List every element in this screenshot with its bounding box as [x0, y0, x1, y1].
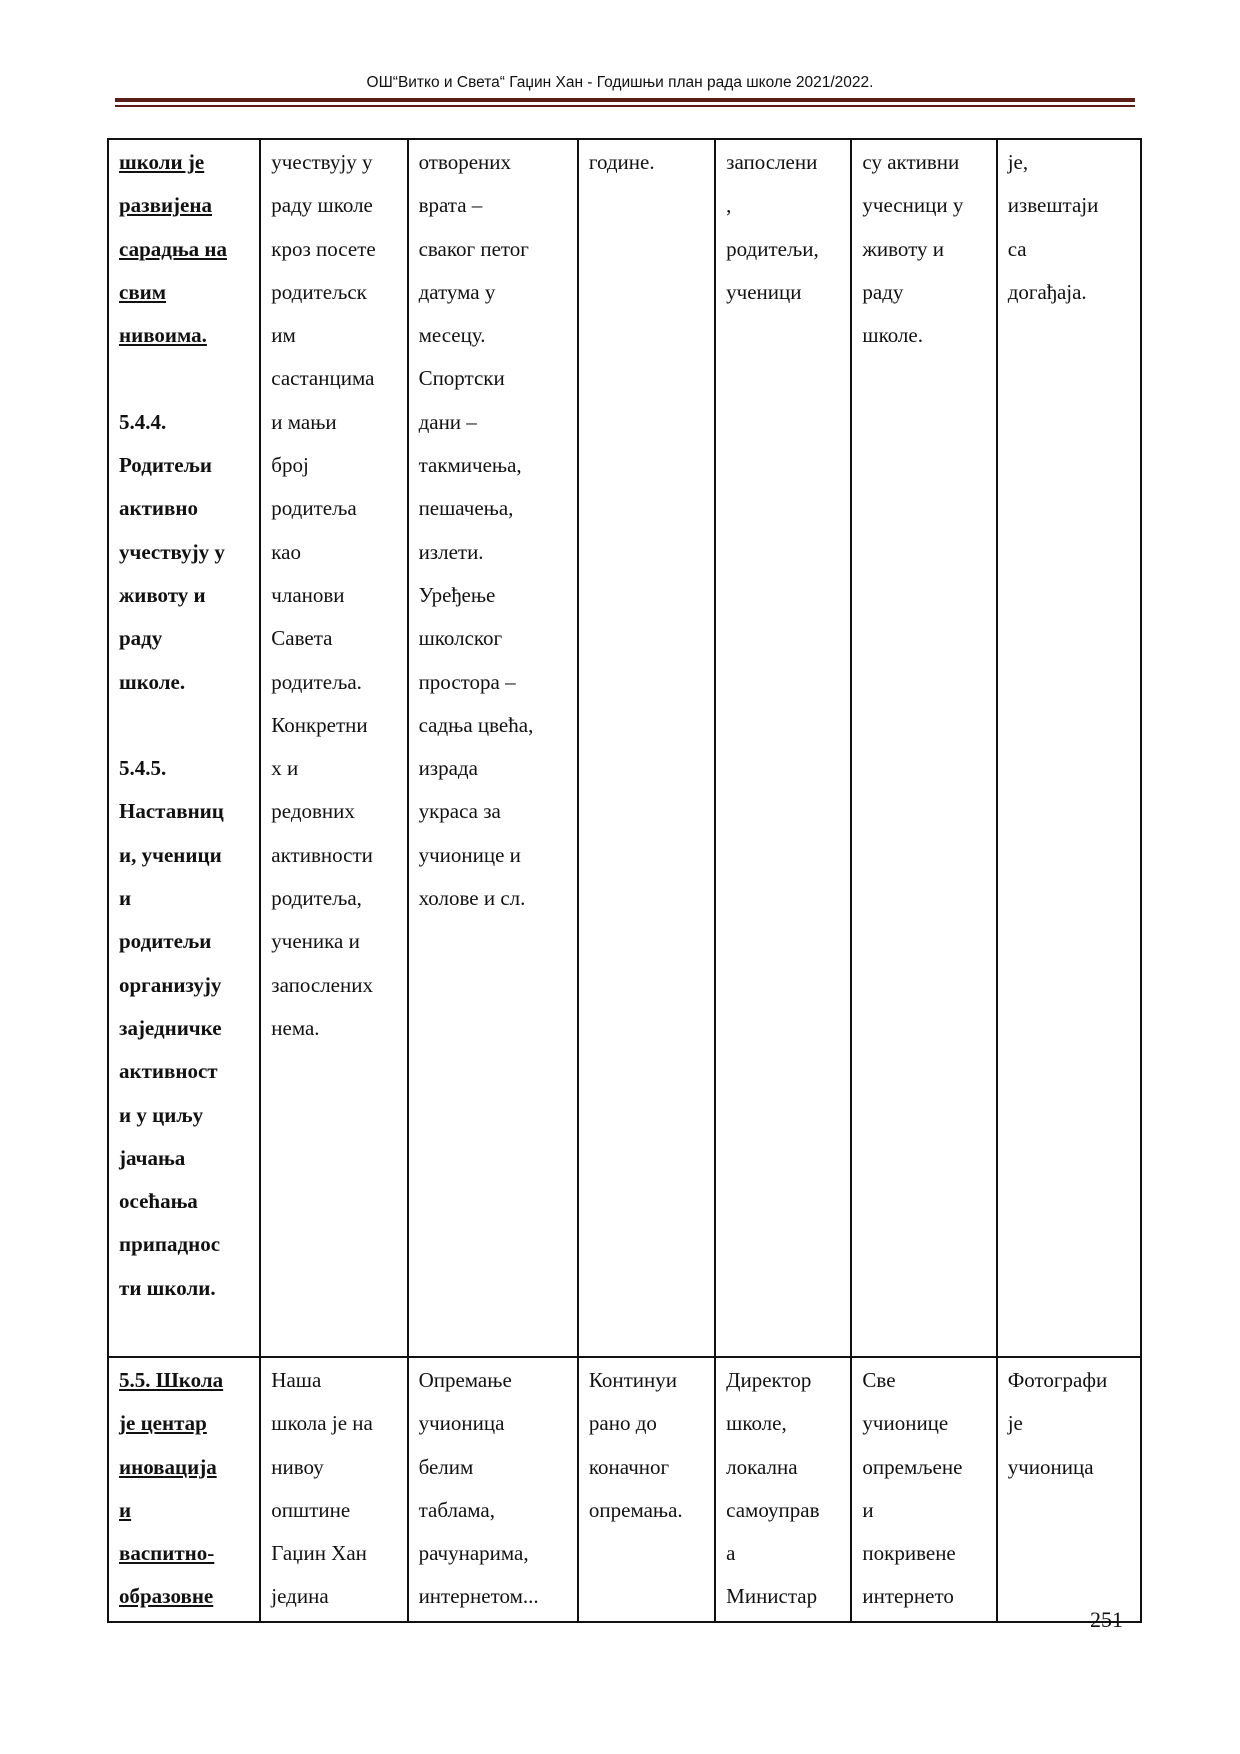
cell-text-line: сарадња на	[119, 236, 227, 261]
cell-text-line: таблама,	[418, 1497, 495, 1522]
cell-text-line: садња цвећа,	[418, 712, 534, 737]
table-row	[108, 139, 1141, 1357]
cell-text-line: Наша	[271, 1368, 322, 1392]
cell-text-line: Опремање	[418, 1368, 512, 1392]
activities-cell	[408, 139, 578, 1357]
activities-cell	[408, 1357, 578, 1622]
cell-text-line: и, ученици	[119, 842, 222, 867]
goal-5-4-4-text	[119, 401, 249, 704]
cell-text-line: Родитељи	[119, 453, 213, 478]
cell-text-line: број	[271, 453, 309, 478]
cell-text-line: нивоима.	[119, 323, 207, 348]
cell-text-line: је центар	[119, 1411, 207, 1436]
evidence-cell	[997, 1357, 1141, 1622]
goal-5-4-5-text	[119, 747, 249, 1310]
cell-text-line: коначног	[588, 1454, 670, 1479]
responsible-cell	[715, 1357, 851, 1622]
cell-text-line: активност	[119, 1059, 218, 1084]
cell-text-line: Фотографи	[1007, 1368, 1108, 1392]
cell-text-line: опремања.	[588, 1497, 683, 1522]
cell-text-line: локална	[726, 1454, 798, 1479]
cell-text-line: ученици	[726, 279, 802, 304]
cell-text-line: рачунарима,	[418, 1541, 529, 1566]
cell-text-line: ученика и	[271, 929, 360, 954]
cell-text-line: сваког петог	[418, 236, 529, 261]
cell-text-line: извештаји	[1007, 193, 1099, 218]
cell-text-line: раду школе	[271, 193, 373, 218]
cell-text-line: пешачења,	[418, 496, 514, 521]
cell-text-line: израда	[418, 756, 478, 781]
cell-text-line: редовних	[271, 799, 355, 824]
cell-text-line: покривене	[862, 1541, 956, 1566]
evidence-cell	[997, 139, 1141, 1357]
cell-text-line: раду	[862, 279, 904, 304]
cell-text-line: општине	[271, 1497, 351, 1522]
cell-text-line: учионица	[1007, 1454, 1094, 1479]
cell-text-line: васпитно-	[119, 1541, 215, 1566]
cell-text-line: учионице	[862, 1411, 949, 1436]
annual-plan-table	[107, 138, 1142, 1623]
document-header: ОШ“Витко и Света“ Гаџин Хан - Годишњи план рада школе 2021/2022.	[366, 74, 874, 91]
cell-text-line: датума у	[418, 279, 496, 304]
cell-text-line: а	[726, 1541, 736, 1566]
page-number: 251	[1090, 1607, 1123, 1632]
cell-text-line: Уређење	[418, 582, 496, 607]
goal-cell	[108, 139, 260, 1357]
cell-text-line: иновација	[119, 1454, 217, 1479]
cell-text-line: Конкретни	[271, 712, 368, 737]
cell-text-line: опремљене	[862, 1454, 963, 1479]
cell-text-line: учествују у	[271, 150, 373, 174]
cell-text-line: самоуправ	[726, 1497, 820, 1522]
cell-text-line: учествују у	[119, 539, 225, 564]
cell-text-line: интернетом...	[418, 1584, 539, 1609]
cell-text-line: је,	[1007, 150, 1029, 174]
cell-text-line: родитељи,	[726, 236, 819, 261]
cell-text-line: простора –	[418, 669, 516, 694]
cell-text-line: родитеља,	[271, 886, 362, 911]
cell-text-line: запослени	[726, 150, 818, 174]
cell-text-line: образовне	[119, 1584, 214, 1609]
header-rule-thin	[115, 105, 1135, 107]
cell-text-line: холове и сл.	[418, 886, 526, 911]
state-cell	[260, 139, 407, 1357]
cell-text-line: школа је на	[271, 1411, 373, 1436]
cell-text-line: украса за	[418, 799, 501, 824]
cell-text-line: раду	[119, 626, 163, 651]
cell-text-line: школе.	[119, 669, 186, 694]
goal-cell	[108, 1357, 260, 1622]
goal-underlined-text	[119, 141, 249, 357]
cell-text-line: родитељск	[271, 279, 367, 304]
cell-text-line: учионице и	[418, 842, 521, 867]
cell-text-line: јачања	[119, 1145, 186, 1170]
cell-text-line: рано до	[588, 1411, 657, 1436]
cell-text-line: су активни	[862, 150, 960, 174]
cell-text-line: и	[119, 886, 132, 911]
cell-text-line: отворених	[418, 150, 512, 174]
cell-text-line: запослених	[271, 972, 373, 997]
cell-text-line: Савета	[271, 626, 333, 651]
cell-text-line: такмичења,	[418, 453, 522, 478]
cell-text-line: нема.	[271, 1015, 320, 1040]
timeframe-cell	[578, 1357, 715, 1622]
cell-text-line: излети.	[418, 539, 484, 564]
cell-text-line: нивоу	[271, 1454, 324, 1479]
cell-text-line: им	[271, 323, 296, 348]
cell-text-line: врата –	[418, 193, 483, 218]
cell-text-line: активности	[271, 842, 373, 867]
cell-text-line: х и	[271, 756, 299, 781]
cell-text-line: догађаја.	[1007, 279, 1087, 304]
cell-text-line: је	[1007, 1411, 1023, 1436]
cell-text-line: родитеља	[271, 496, 357, 521]
cell-text-line: месецу.	[418, 323, 486, 348]
cell-text-line: учионица	[418, 1411, 505, 1436]
cell-text-line: родитеља.	[271, 669, 362, 694]
cell-text-line: Министар	[726, 1584, 818, 1609]
cell-text-line: животу и	[862, 236, 945, 261]
table-row	[108, 1357, 1141, 1622]
cell-text-line: и	[119, 1497, 132, 1522]
cell-text-line: Наставниц	[119, 799, 224, 824]
cell-text-line: школи је	[119, 150, 205, 174]
timeframe-cell	[578, 139, 715, 1357]
cell-text-line: учесници у	[862, 193, 964, 218]
cell-text-line: школе.	[862, 323, 923, 348]
cell-text-line: дани –	[418, 409, 477, 434]
cell-text-line: Спортски	[418, 366, 505, 391]
cell-text-line: 5.4.4.	[119, 409, 167, 434]
cell-text-line: и	[862, 1497, 874, 1522]
cell-text-line: активно	[119, 496, 198, 521]
cell-text-line: осећања	[119, 1189, 198, 1214]
cell-text-line: Гаџин Хан	[271, 1541, 367, 1566]
cell-text-line: школе,	[726, 1411, 787, 1436]
cell-text-line: Све	[862, 1368, 896, 1392]
cell-text-line: и мањи	[271, 409, 337, 434]
cell-text-line: 5.5. Школа	[119, 1368, 224, 1392]
cell-text-line: свим	[119, 279, 167, 304]
cell-text-line: Континуи	[588, 1368, 677, 1392]
cell-text-line: године.	[588, 150, 655, 174]
cell-text-line: једина	[271, 1584, 329, 1609]
cell-text-line: 5.4.5.	[119, 756, 167, 781]
cell-text-line: припаднос	[119, 1232, 221, 1257]
cell-text-line: школског	[418, 626, 503, 651]
cell-text-line: развијена	[119, 193, 212, 218]
cell-text-line: заједничке	[119, 1015, 222, 1040]
cell-text-line: интернето	[862, 1584, 954, 1609]
cell-text-line: и у циљу	[119, 1102, 204, 1127]
cell-text-line: кроз посете	[271, 236, 376, 261]
responsible-cell	[715, 139, 851, 1357]
cell-text-line: животу и	[119, 582, 206, 607]
cell-text-line: ти школи.	[119, 1275, 216, 1300]
expected-outcome-cell	[851, 139, 996, 1357]
cell-text-line: Директор	[726, 1368, 812, 1392]
cell-text-line: састанцима	[271, 366, 375, 391]
cell-text-line: чланови	[271, 582, 345, 607]
header-rule-thick	[115, 98, 1135, 102]
cell-text-line: са	[1007, 236, 1027, 261]
expected-outcome-cell	[851, 1357, 996, 1622]
cell-text-line: организују	[119, 972, 222, 997]
cell-text-line: родитељи	[119, 929, 212, 954]
state-cell	[260, 1357, 407, 1622]
cell-text-line: ,	[726, 193, 732, 218]
cell-text-line: као	[271, 539, 301, 564]
cell-text-line: белим	[418, 1454, 474, 1479]
